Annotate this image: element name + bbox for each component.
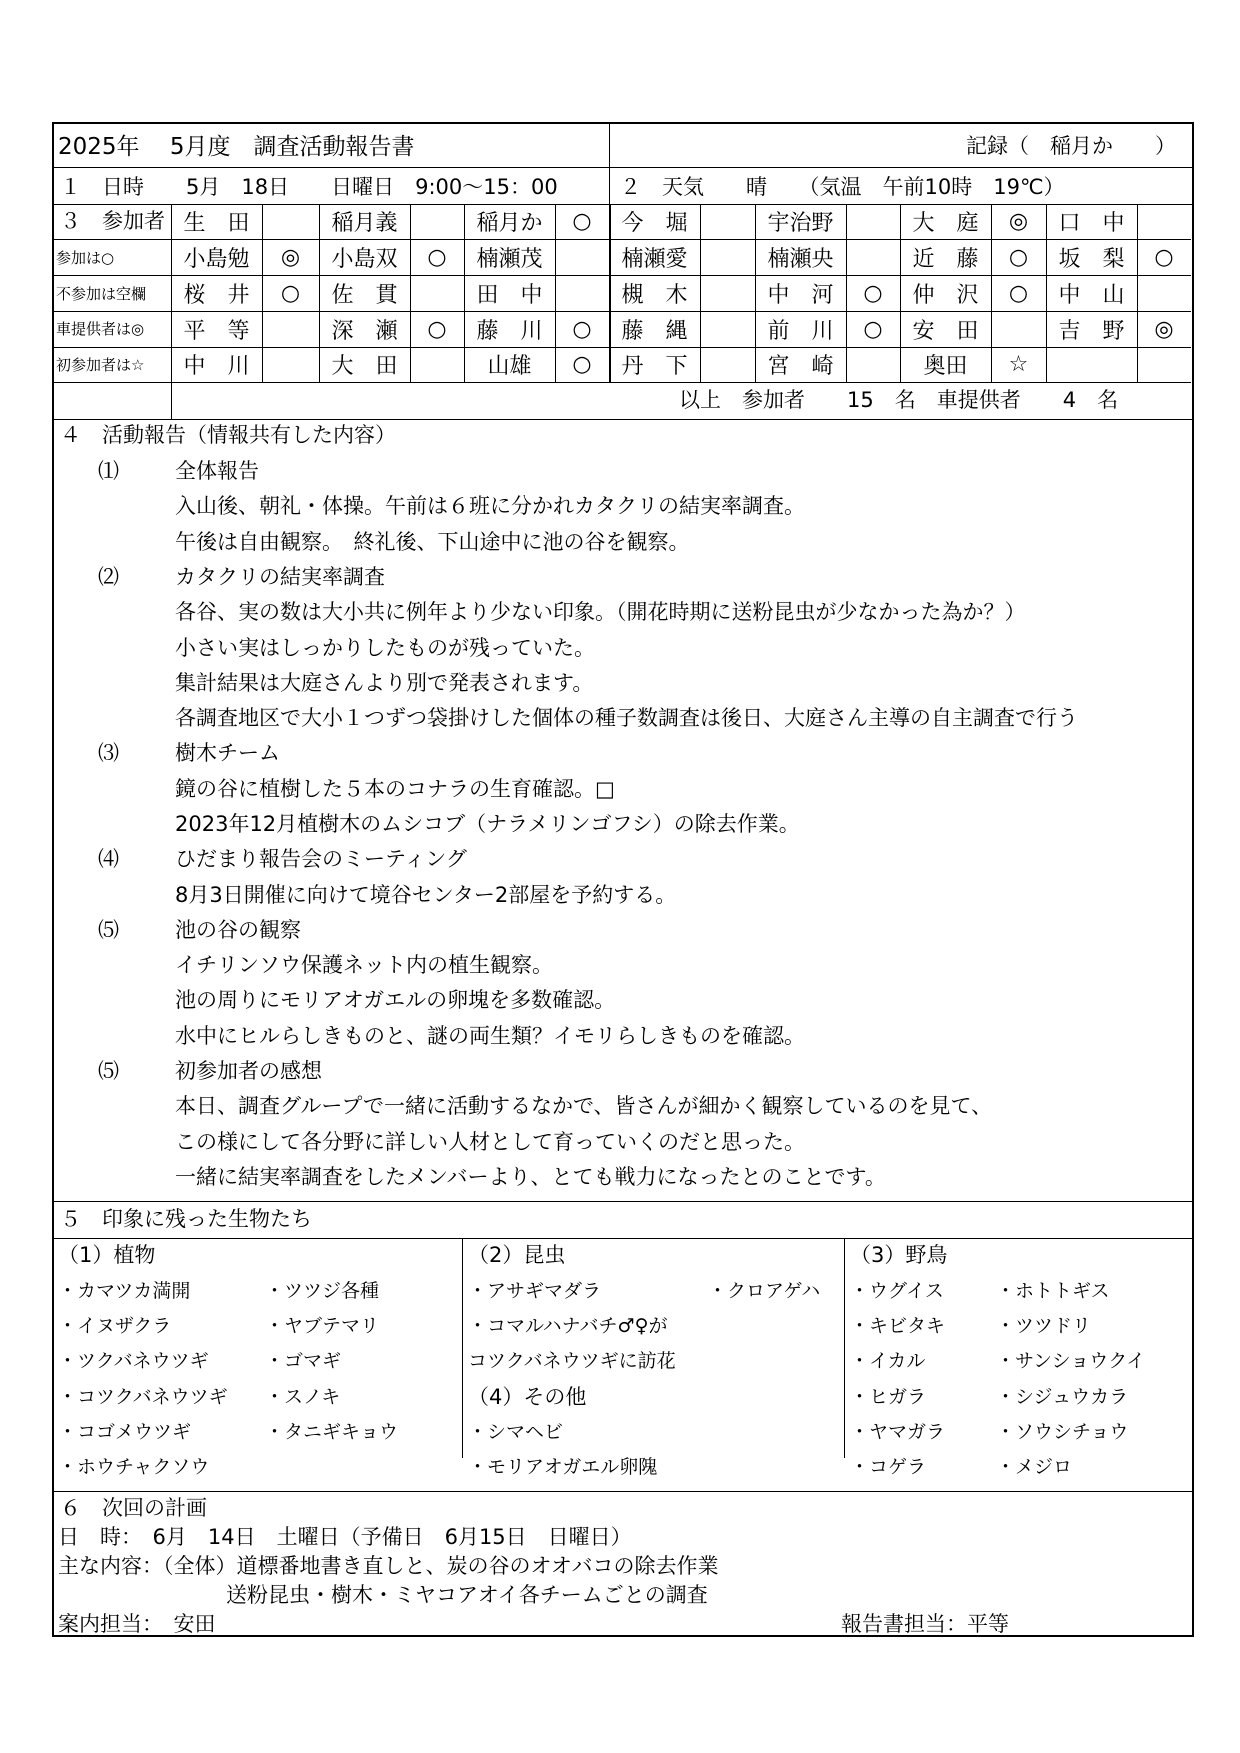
organism-item: ・シジュウカラ xyxy=(996,1386,1129,1408)
participant-mark xyxy=(700,275,755,311)
participant-mark xyxy=(846,204,900,239)
next-plan-heading: ６ 次回の計画 xyxy=(60,1496,207,1520)
activity-item-number: ⑸ xyxy=(98,918,119,942)
participant-name: 深 瀬 xyxy=(331,318,398,344)
organism-item: ・メジロ xyxy=(996,1456,1073,1478)
participants-summary: 以上 参加者 15 名 車提供者 4 名 xyxy=(679,388,1119,412)
participant-mark: ○ xyxy=(863,316,883,342)
participant-mark xyxy=(410,347,464,382)
activity-item-line: この様にして各分野に詳しい人材として育っていくのだと思った。 xyxy=(175,1130,805,1154)
participant-name: 平 等 xyxy=(183,318,250,344)
participant-name: 楠瀬茂 xyxy=(476,246,543,272)
organism-item: ・ヤマガラ xyxy=(850,1421,946,1443)
participant-name: 中 川 xyxy=(183,354,250,379)
activity-item-line: 午後は自由観察。 終礼後、下山途中に池の谷を観察。 xyxy=(175,530,690,554)
activity-item-line: 各谷、実の数は大小共に例年より少ない印象。（開花時期に送粉昆虫が少なかった為か？） xyxy=(175,600,1026,624)
participant-name: 中 河 xyxy=(767,282,834,308)
participant-name: 山雄 xyxy=(487,354,532,379)
participant-name: 藤 川 xyxy=(476,318,543,344)
other-1: ・シマヘビ xyxy=(468,1421,564,1443)
participant-mark: ○ xyxy=(1154,244,1174,270)
activity-item-title: 池の谷の観察 xyxy=(175,918,301,942)
activity-item-title: 初参加者の感想 xyxy=(175,1059,322,1083)
organism-item: ・イヌザクラ xyxy=(58,1315,172,1337)
organism-item: ・ヤブテマリ xyxy=(265,1315,380,1337)
activity-item-line: 入山後、朝礼・体操。午前は６班に分かれカタクリの結実率調査。 xyxy=(175,494,805,518)
participant-name: 楠瀬央 xyxy=(767,246,834,272)
participant-name: 安 田 xyxy=(912,318,979,344)
participant-mark xyxy=(846,239,900,275)
report-writer: 報告書担当：平等 xyxy=(841,1612,1009,1636)
participants-table xyxy=(54,204,1191,412)
participant-name: 中 山 xyxy=(1058,282,1125,308)
participant-mark: ○ xyxy=(280,280,301,306)
participant-name: 坂 梨 xyxy=(1058,246,1125,272)
participant-name: 口 中 xyxy=(1058,211,1125,236)
participant-mark xyxy=(262,347,319,382)
date-time: １ 日時 5月 18日 日曜日 9:00～15：00 xyxy=(60,175,558,199)
participant-mark: ○ xyxy=(572,352,592,377)
birds-title: （3）野鳥 xyxy=(850,1243,948,1267)
participant-name: 奥田 xyxy=(923,354,968,379)
report-document xyxy=(52,122,1194,1637)
participant-name: 生 田 xyxy=(183,211,250,236)
insect-3-cont: コツクバネウツギに訪花 xyxy=(468,1350,676,1372)
activity-item-title: カタクリの結実率調査 xyxy=(175,565,385,589)
participant-mark: ◎ xyxy=(280,244,301,270)
guide-person: 案内担当： 安田 xyxy=(58,1612,216,1636)
participants-label: ３ 参加者 xyxy=(60,209,165,233)
participant-mark: ○ xyxy=(1008,244,1029,270)
participant-mark xyxy=(1137,204,1191,239)
participant-mark xyxy=(410,204,464,239)
participant-name: 田 中 xyxy=(476,282,543,308)
insect-3: ・コマルハナバチ♂♀が xyxy=(468,1315,668,1337)
organism-item: ・ツクバネウツギ xyxy=(58,1350,209,1372)
participant-name: 吉 野 xyxy=(1058,318,1125,344)
participant-name: 丹 下 xyxy=(621,354,688,379)
participant-mark: ○ xyxy=(427,316,447,342)
organism-item: ・ホウチャクソウ xyxy=(58,1456,210,1478)
participant-name: 近 藤 xyxy=(912,246,979,272)
organism-item: ・ホトトギス xyxy=(996,1280,1110,1302)
organism-item: ・スノキ xyxy=(265,1386,341,1408)
participant-mark: ○ xyxy=(572,316,592,342)
participant-mark xyxy=(846,347,900,382)
participant-mark: ○ xyxy=(1008,280,1029,306)
participant-mark xyxy=(1137,347,1191,382)
participant-mark xyxy=(991,311,1046,347)
organism-item: ・ツツドリ xyxy=(996,1315,1092,1337)
participant-name: 大 田 xyxy=(331,354,398,379)
participant-mark: ☆ xyxy=(1008,352,1029,377)
activity-item-line: 鏡の谷に植樹した５本のコナラの生育確認。□ xyxy=(175,777,615,801)
organism-item: ・ウグイス xyxy=(850,1280,944,1302)
activity-item-line: 2023年12月植樹木のムシコブ（ナラメリンゴフシ）の除去作業。 xyxy=(175,812,800,836)
next-plan-date: 日 時： 6月 14日 土曜日（予備日 6月15日 日曜日） xyxy=(58,1525,632,1549)
organism-item: ・コツクバネウツギ xyxy=(58,1386,228,1408)
legend-first: 初参加者は☆ xyxy=(56,356,145,374)
participant-mark xyxy=(555,239,609,275)
activity-heading: ４ 活動報告（情報共有した内容） xyxy=(60,423,396,447)
legend-absent: 不参加は空欄 xyxy=(56,285,147,303)
legend-attend: 参加は○ xyxy=(56,249,115,267)
activity-item-line: 水中にヒルらしきものと、謎の両生類？イモリらしきものを確認。 xyxy=(175,1024,805,1048)
other-2: ・モリアオガエル卵隗 xyxy=(468,1456,658,1478)
insect-1: ・アサギマダラ xyxy=(468,1280,602,1302)
participant-name: 大 庭 xyxy=(912,211,979,236)
legend-car: 車提供者は◎ xyxy=(56,320,145,338)
activity-item-line: 池の周りにモリアオガエルの卵塊を多数確認。 xyxy=(175,988,616,1012)
activity-item-number: ⑵ xyxy=(98,565,119,589)
participant-mark xyxy=(555,275,609,311)
organism-item: ・タニギキョウ xyxy=(265,1421,399,1443)
participant-mark xyxy=(262,311,319,347)
participant-name: 稲月か xyxy=(476,211,543,236)
activity-item-title: 全体報告 xyxy=(175,459,259,483)
organism-item: ・ヒガラ xyxy=(850,1386,927,1408)
participant-mark: ◎ xyxy=(1008,209,1029,234)
next-plan-content-2: 送粉昆虫・樹木・ミヤコアオイ各チームごとの調査 xyxy=(226,1583,708,1607)
participant-mark: ○ xyxy=(572,209,592,234)
report-title: 2025年 5月度 調査活動報告書 xyxy=(58,134,415,160)
activity-item-line: 各調査地区で大小１つずつ袋掛けした個体の種子数調査は後日、大庭さん主導の自主調査で行う xyxy=(175,706,1078,730)
participant-name: 桜 井 xyxy=(183,282,250,308)
organism-item: ・コゲラ xyxy=(850,1456,927,1478)
organism-item: ・サンショウクイ xyxy=(996,1350,1146,1372)
participant-mark xyxy=(700,239,755,275)
activity-item-line: 本日、調査グループで一緒に活動するなかで、皆さんが細かく観察しているのを見て、 xyxy=(175,1094,993,1118)
plants-title: （1）植物 xyxy=(58,1243,156,1267)
record-keeper: 記録（ 稲月か ） xyxy=(966,134,1176,158)
weather: ２ 天気 晴 （気温 午前10時 19℃） xyxy=(620,175,1065,199)
activity-item-number: ⑴ xyxy=(98,459,119,483)
activity-item-number: ⑸ xyxy=(98,1059,119,1083)
organism-item: ・キビタキ xyxy=(850,1315,946,1337)
participant-mark: ○ xyxy=(863,280,883,306)
organism-item: ・ソウシチョウ xyxy=(996,1421,1129,1443)
participant-name: 佐 貫 xyxy=(331,282,398,308)
activity-item-title: 樹木チーム xyxy=(175,741,280,765)
organism-item: ・ゴマギ xyxy=(265,1350,342,1372)
participant-name: 宇治野 xyxy=(767,211,834,236)
activity-item-title: ひだまり報告会のミーティング xyxy=(175,847,467,871)
participant-mark: ◎ xyxy=(1154,316,1174,342)
participant-name: 楠瀬愛 xyxy=(621,246,688,272)
activity-item-number: ⑷ xyxy=(98,847,119,871)
participant-name: 宮 崎 xyxy=(767,354,834,379)
organism-item: ・イカル xyxy=(850,1350,926,1372)
participant-name: 槻 木 xyxy=(621,282,688,308)
participant-mark xyxy=(700,347,755,382)
activity-item-line: 一緒に結実率調査をしたメンバーより、とても戦力になったとのことです。 xyxy=(175,1165,886,1189)
participant-name: 稲月義 xyxy=(331,211,398,236)
next-plan-content: 主な内容：（全体）道標番地書き直しと、炭の谷のオオバコの除去作業 xyxy=(58,1554,719,1578)
participant-mark xyxy=(1137,275,1191,311)
activity-item-number: ⑶ xyxy=(98,741,119,765)
organism-item: ・ツツジ各種 xyxy=(265,1280,380,1302)
organisms-heading: ５ 印象に残った生物たち xyxy=(60,1207,312,1231)
participant-name: 藤 縄 xyxy=(621,318,688,344)
participant-name: 今 堀 xyxy=(621,211,688,236)
participant-name: 小島勉 xyxy=(183,246,250,272)
participant-name: 仲 沢 xyxy=(912,282,979,308)
participant-mark xyxy=(700,311,755,347)
participant-mark xyxy=(700,204,755,239)
activity-item-line: イチリンソウ保護ネット内の植生観察。 xyxy=(175,953,553,977)
organism-item: ・カマツカ満開 xyxy=(58,1280,191,1302)
insect-2: ・クロアゲハ xyxy=(708,1280,821,1302)
participant-mark xyxy=(410,275,464,311)
activity-item-line: 集計結果は大庭さんより別で発表されます。 xyxy=(175,671,594,695)
others-title: （4）その他 xyxy=(468,1385,587,1409)
participant-name: 前 川 xyxy=(767,318,834,344)
activity-item-line: 8月3日開催に向けて境谷センター2部屋を予約する。 xyxy=(175,883,677,907)
participant-mark xyxy=(262,204,319,239)
participant-mark: ○ xyxy=(427,244,447,270)
organism-item: ・コゴメウツギ xyxy=(58,1421,192,1443)
insects-title: （2）昆虫 xyxy=(468,1243,566,1267)
activity-item-line: 小さい実はしっかりしたものが残っていた。 xyxy=(175,636,595,660)
participant-name xyxy=(1046,347,1137,382)
participant-name: 小島双 xyxy=(331,246,398,272)
